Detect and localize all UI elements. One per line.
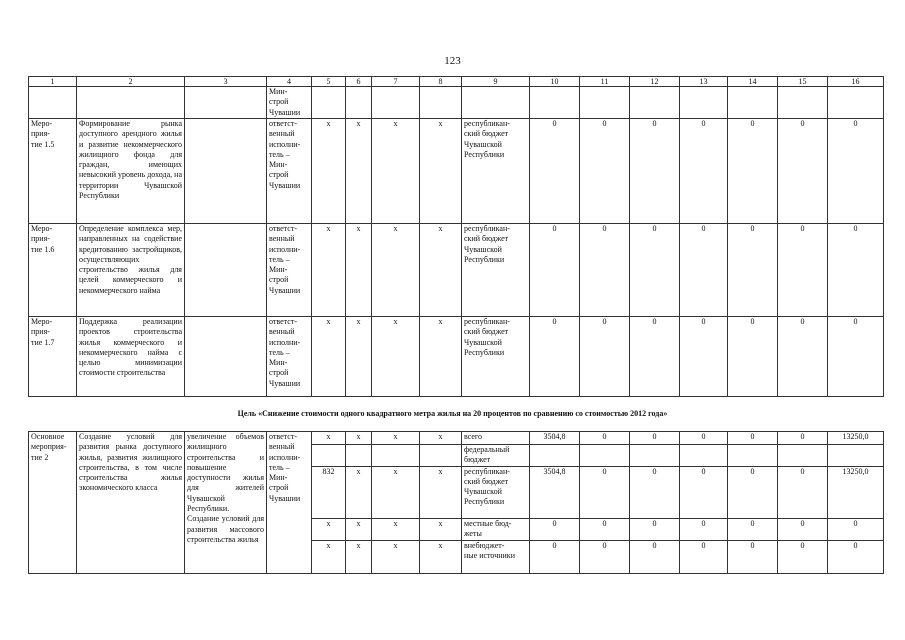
value-cell — [828, 445, 884, 467]
value-cell: 3504,8 — [530, 466, 580, 518]
column-header-row — [29, 77, 884, 87]
value-cell: 0 — [630, 432, 680, 445]
code-cell: x — [372, 317, 420, 397]
value-cell: 0 — [630, 518, 680, 540]
value-cell: 0 — [680, 432, 728, 445]
measures-table — [28, 76, 884, 397]
code-cell: x — [312, 224, 346, 317]
code-cell: x — [312, 540, 346, 573]
empty-cell — [77, 87, 185, 119]
code-cell: x — [372, 518, 420, 540]
value-cell: 0 — [728, 540, 778, 573]
goal-heading: Цель «Снижение стоимости одного квадратного метра жилья на 20 процентов по сравнению со стоимостью 2012 года» — [237, 409, 668, 418]
column-header-3: 3 — [185, 77, 267, 87]
value-cell: 0 — [778, 540, 828, 573]
empty-cell — [580, 87, 630, 119]
value-cell — [630, 445, 680, 467]
value-cell: 0 — [778, 224, 828, 317]
value-cell: 0 — [580, 466, 630, 518]
column-header-2: 2 — [77, 77, 185, 87]
value-cell: 0 — [580, 317, 630, 397]
measure-name: Поддержка реализации проектов строительства жилья коммерческого и некоммерческого найма с целью минимизации стоимости строительства — [77, 317, 185, 397]
value-cell: 0 — [580, 432, 630, 445]
column-header-7: 7 — [372, 77, 420, 87]
column-header-16: 16 — [828, 77, 884, 87]
measure-id: Основное мероприя- тие 2 — [29, 432, 77, 574]
value-cell: 0 — [728, 518, 778, 540]
main-measure-table — [28, 431, 884, 574]
measure-name: Создание условий для развития рынка доступного жилья, развития жилищного строительства, в том числе строительства жилья экономического класса — [77, 432, 185, 574]
value-cell: 0 — [630, 224, 680, 317]
value-cell: 0 — [680, 518, 728, 540]
value-cell: 0 — [680, 540, 728, 573]
value-cell — [580, 445, 630, 467]
empty-cell — [680, 87, 728, 119]
value-cell: 0 — [778, 432, 828, 445]
empty-cell — [828, 87, 884, 119]
code-cell: x — [312, 317, 346, 397]
column-header-6: 6 — [346, 77, 372, 87]
value-cell: 0 — [580, 119, 630, 224]
value-cell: 0 — [530, 518, 580, 540]
value-cell: 0 — [680, 466, 728, 518]
value-cell: 0 — [728, 466, 778, 518]
value-cell: 13250,0 — [828, 466, 884, 518]
code-cell: x — [312, 518, 346, 540]
value-cell: 0 — [680, 224, 728, 317]
column-header-5: 5 — [312, 77, 346, 87]
code-cell: x — [312, 432, 346, 445]
value-cell: 0 — [828, 224, 884, 317]
code-cell: x — [346, 119, 372, 224]
empty-cell — [420, 87, 462, 119]
page-number: 123 — [444, 55, 461, 67]
empty-cell — [312, 87, 346, 119]
value-cell: 0 — [680, 119, 728, 224]
code-cell: x — [346, 224, 372, 317]
column-header-11: 11 — [580, 77, 630, 87]
measure-name: Формирование рынка доступного арендного жилья и развитие некоммерческого жилищного фонда для граждан, имеющих невысокий уровень дохода, на территории Чувашской Республики — [77, 119, 185, 224]
executor-cell: ответст- венный исполни- тель – Мин- строй Чувашии — [267, 317, 312, 397]
code-cell: x — [420, 466, 462, 518]
code-cell: x — [372, 119, 420, 224]
column-header-4: 4 — [267, 77, 312, 87]
column-header-12: 12 — [630, 77, 680, 87]
empty-cell — [462, 87, 530, 119]
column-header-13: 13 — [680, 77, 728, 87]
measure-goal — [185, 119, 267, 224]
value-cell: 0 — [530, 224, 580, 317]
code-cell — [372, 445, 420, 467]
value-cell: 0 — [580, 540, 630, 573]
column-header-8: 8 — [420, 77, 462, 87]
funding-source: республикан- ский бюджет Чувашской Республики — [462, 317, 530, 397]
code-cell: x — [346, 432, 372, 445]
measure-goal — [185, 317, 267, 397]
value-cell — [530, 445, 580, 467]
code-cell: x — [420, 317, 462, 397]
funding-source: республикан- ский бюджет Чувашской Республики — [462, 119, 530, 224]
value-cell — [680, 445, 728, 467]
column-header-15: 15 — [778, 77, 828, 87]
value-cell: 0 — [728, 224, 778, 317]
code-cell: x — [346, 317, 372, 397]
value-cell: 0 — [630, 119, 680, 224]
value-cell: 0 — [728, 119, 778, 224]
value-cell: 3504,8 — [530, 432, 580, 445]
table-row — [29, 432, 884, 445]
funding-source: республикан- ский бюджет Чувашской Республики — [462, 224, 530, 317]
measure-goal: увеличение объемов жилищного строительства и повышение доступности жилья для жителей Чувашской Республики. Создание условий для развития массового строительства жилья — [185, 432, 267, 574]
empty-cell — [29, 87, 77, 119]
code-cell — [346, 445, 372, 467]
funding-source: внебюджет- ные источники — [462, 540, 530, 573]
empty-cell — [728, 87, 778, 119]
value-cell: 0 — [630, 466, 680, 518]
measure-goal — [185, 224, 267, 317]
measure-id: Меро- прия- тие 1.7 — [29, 317, 77, 397]
value-cell: 0 — [778, 119, 828, 224]
empty-cell — [630, 87, 680, 119]
code-cell: x — [372, 466, 420, 518]
code-cell: x — [420, 518, 462, 540]
code-cell: x — [420, 119, 462, 224]
measure-id: Меро- прия- тие 1.5 — [29, 119, 77, 224]
value-cell: 0 — [728, 432, 778, 445]
code-cell — [312, 445, 346, 467]
table-row — [29, 224, 884, 317]
value-cell: 0 — [728, 317, 778, 397]
code-cell: x — [346, 540, 372, 573]
column-header-9: 9 — [462, 77, 530, 87]
code-cell: x — [372, 432, 420, 445]
code-cell: x — [420, 224, 462, 317]
code-cell: x — [346, 518, 372, 540]
value-cell: 0 — [828, 518, 884, 540]
executor-cell: Мин- строй Чувашии — [267, 87, 312, 119]
value-cell: 0 — [530, 540, 580, 573]
column-header-14: 14 — [728, 77, 778, 87]
value-cell: 0 — [778, 518, 828, 540]
code-cell: x — [372, 540, 420, 573]
value-cell: 0 — [778, 466, 828, 518]
empty-cell — [372, 87, 420, 119]
column-header-1: 1 — [29, 77, 77, 87]
empty-cell — [778, 87, 828, 119]
value-cell: 0 — [680, 317, 728, 397]
funding-source: федеральный бюджет — [462, 445, 530, 467]
value-cell: 0 — [630, 317, 680, 397]
code-cell: x — [312, 119, 346, 224]
funding-source: всего — [462, 432, 530, 445]
value-cell: 0 — [630, 540, 680, 573]
table-row — [29, 317, 884, 397]
value-cell: 0 — [580, 518, 630, 540]
code-cell: x — [346, 466, 372, 518]
executor-cell: ответст- венный исполни- тель – Мин- строй Чувашии — [267, 432, 312, 574]
executor-cell: ответст- венный исполни- тель – Мин- строй Чувашии — [267, 224, 312, 317]
code-cell: x — [372, 224, 420, 317]
empty-cell — [530, 87, 580, 119]
code-cell — [420, 445, 462, 467]
funding-source: местные бюд- жеты — [462, 518, 530, 540]
code-cell: 832 — [312, 466, 346, 518]
measure-name: Определение комплекса мер, направленных на содействие кредитованию застройщиков, осуществляющих строительство жилья для целей коммерческого и некоммерческого найма — [77, 224, 185, 317]
column-header-10: 10 — [530, 77, 580, 87]
value-cell: 0 — [828, 540, 884, 573]
value-cell — [728, 445, 778, 467]
value-cell: 0 — [828, 119, 884, 224]
code-cell: x — [420, 432, 462, 445]
executor-cell: ответст- венный исполни- тель – Мин- строй Чувашии — [267, 119, 312, 224]
funding-source: республикан- ский бюджет Чувашской Республики — [462, 466, 530, 518]
value-cell: 0 — [580, 224, 630, 317]
value-cell — [778, 445, 828, 467]
value-cell: 0 — [530, 119, 580, 224]
empty-cell — [346, 87, 372, 119]
value-cell: 0 — [828, 317, 884, 397]
table-row — [29, 119, 884, 224]
carry-over-row — [29, 87, 884, 119]
code-cell: x — [420, 540, 462, 573]
value-cell: 0 — [778, 317, 828, 397]
value-cell: 0 — [530, 317, 580, 397]
empty-cell — [185, 87, 267, 119]
value-cell: 13250,0 — [828, 432, 884, 445]
measure-id: Меро- прия- тие 1.6 — [29, 224, 77, 317]
